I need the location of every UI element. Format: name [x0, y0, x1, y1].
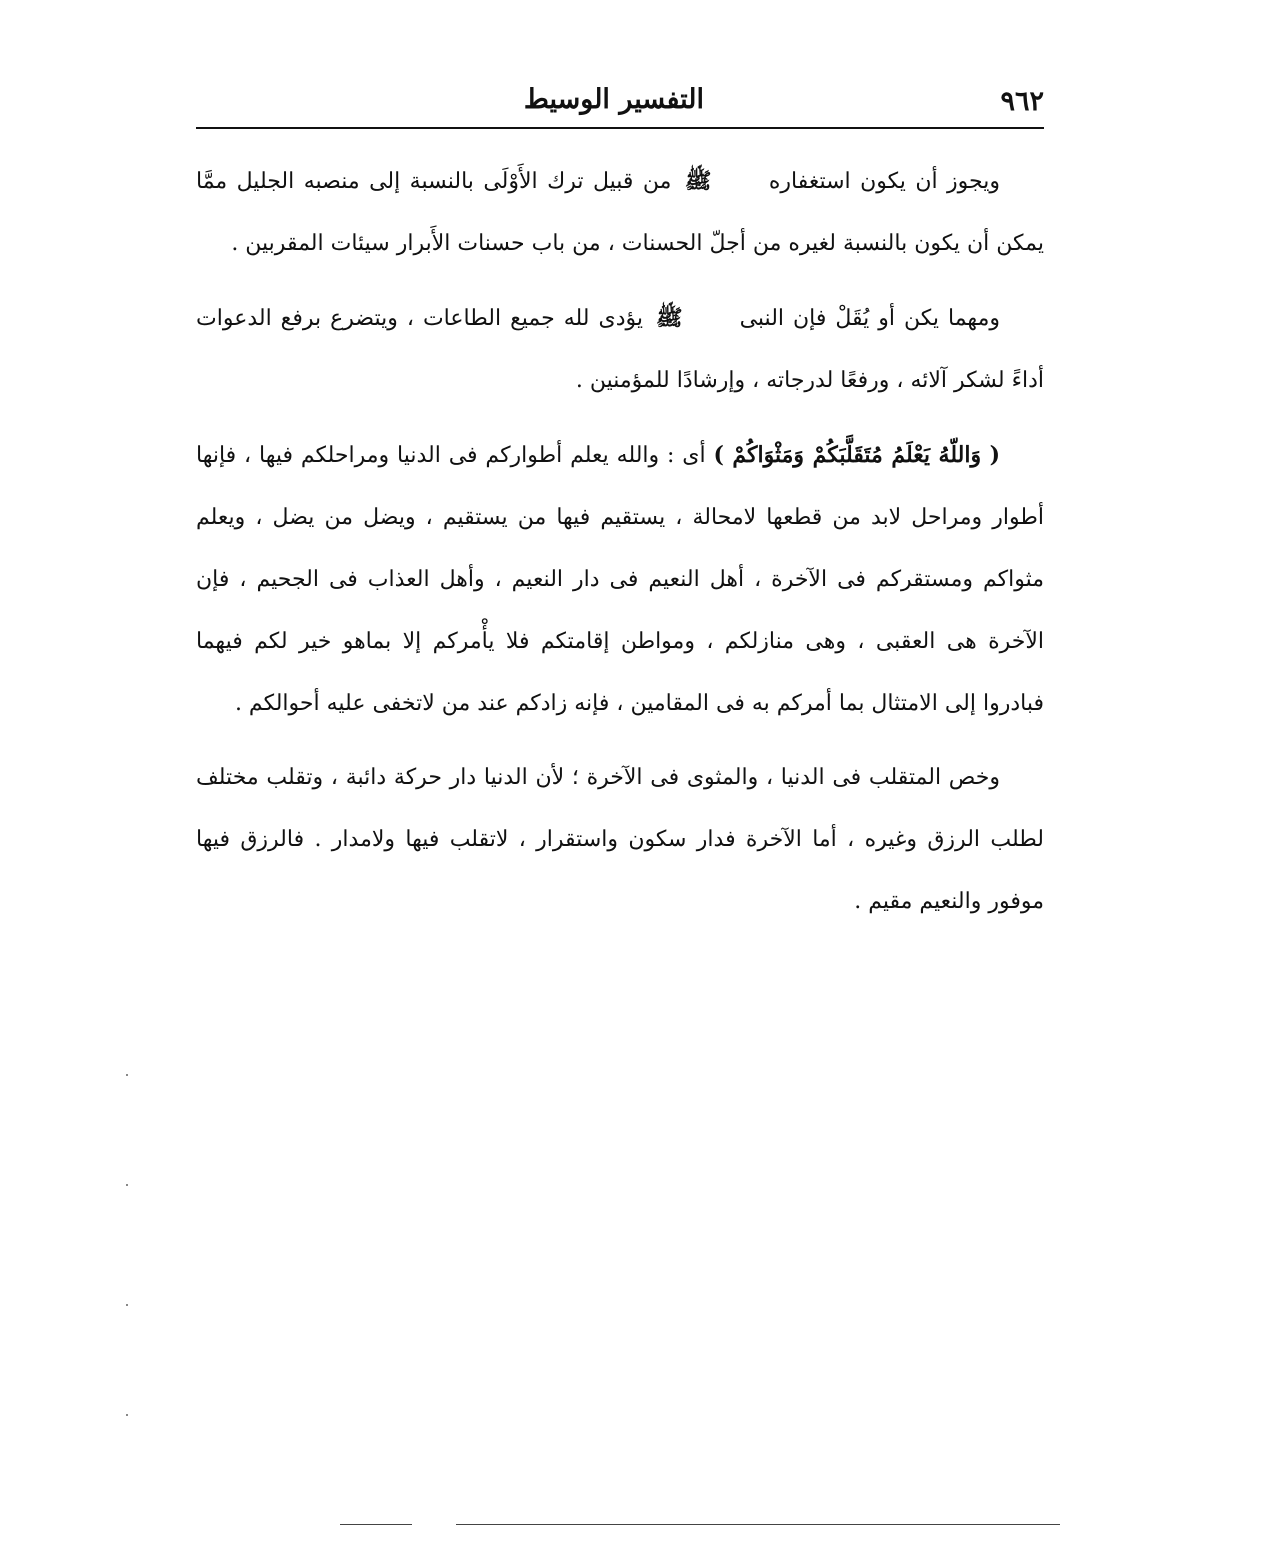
quran-verse: ( وَاللّهُ يَعْلَمُ مُتَقَلَّبَكُمْ وَمَثْوَاكُمْ ) [713, 442, 1000, 468]
salawat-icon: ﷺ [656, 305, 683, 331]
body-text [196, 150, 1044, 945]
salawat-icon: ﷺ [684, 168, 712, 194]
running-title: التفسير الوسيط [523, 84, 704, 115]
paragraph-3 [196, 424, 1044, 735]
paragraph-text: أى : والله يعلم أطواركم فى الدنيا ومراحلكم فيها ، فإنها أطوار ومراحل لابد من قطعها لامحالة ، يستقيم فيها من يستقيم ، ويضل من يضل ، ويعلم مثواكم ومستقركم فى الآخرة ، أهل النعيم فى دار النعيم ، وأهل العذاب فى الجحيم ، فإن الآخرة هى العقبى ، وهى منازلكم ، ومواطن إقامتكم فلا يأْمركم إلا بماهو خير لكم فيهما فبادروا إلى الامتثال بما أمركم به فى المقامين ، فإنه زادكم عند من لاتخفى عليه أحوالكم . [196, 443, 1044, 716]
footer-rule-long [456, 1524, 1060, 1525]
scan-specks [126, 1074, 130, 1424]
paragraph-text: يؤدى لله جميع الطاعات ، ويتضرع برفع الدعوات أداءً لشكر آلائه ، ورفعًا لدرجاته ، وإرشادًا للمؤمنين . [196, 306, 1044, 393]
footer-rules [340, 1524, 1060, 1528]
paragraph-2 [196, 287, 1044, 412]
paragraph-4 [196, 747, 1044, 933]
paragraph-text: وخص المتقلب فى الدنيا ، والمثوى فى الآخرة ؛ لأن الدنيا دار حركة دائبة ، وتقلب مختلف لطلب الرزق وغيره ، أما الآخرة فدار سكون واستقرار ، لاتقلب فيها ولامدار . فالرزق فيها موفور والنعيم مقيم . [196, 765, 1044, 914]
paragraph-text: ويجوز أن يكون استغفاره [768, 169, 1000, 194]
page-number: ٩٦٢ [1000, 86, 1044, 117]
paragraph-text: ومهما يكن أو يُقَلْ فإن النبى [739, 306, 1000, 331]
paragraph-1 [196, 150, 1044, 275]
page-header [196, 82, 1044, 126]
paragraph-text: من قبيل ترك الأَوْلَى بالنسبة إلى منصبه الجليل ممَّا يمكن أن يكون بالنسبة لغيره من أجلّ الحسنات ، من باب حسنات الأَبرار سيئات المقربين . [196, 169, 1044, 256]
footer-rule-short [340, 1524, 412, 1525]
header-rule [196, 127, 1044, 129]
